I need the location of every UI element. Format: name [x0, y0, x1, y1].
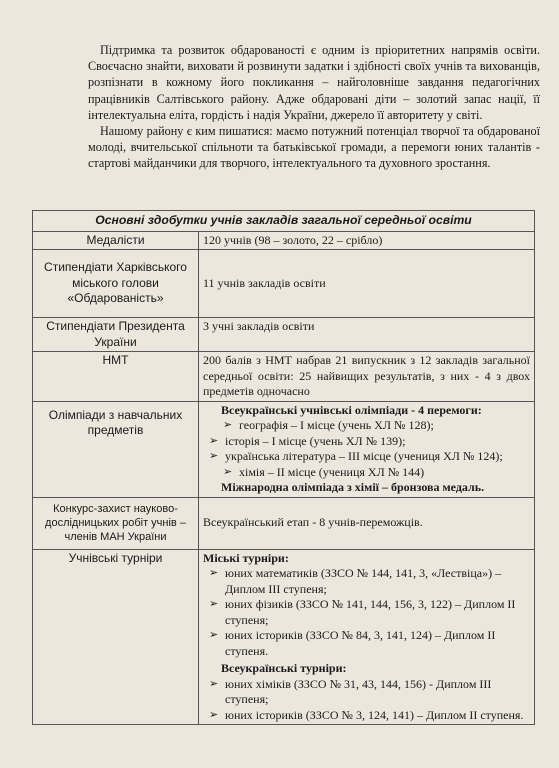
- row-value-tournaments: [199, 549, 535, 725]
- row-value-city-scholars: 11 учнів закладів освіти: [199, 250, 535, 318]
- row-label-man-contest: Конкурс-захист науково-дослідницьких робіт учнів – членів МАН України: [33, 497, 199, 549]
- city-tournaments-heading: Міські турніри:: [203, 550, 289, 565]
- intro-paragraph-1: Підтримка та розвиток обдарованості є одним із пріоритетних напрямів освіти. Своєчасно знайти, виховати й розвинути задатки і здібності своїх учнів та вихованців, розпізнати в кожному його покликання – найголовніше завдання педагогічних працівників Салтівського району. Адже обдаровані діти – золотий запас нації, її інтелектуальна еліта, гордість і надія України, джерело її авторитету у світі.: [88, 43, 540, 122]
- row-label-president-scholars: Стипендіати Президента України: [33, 318, 199, 352]
- arrow-bullet-icon: ➢: [209, 708, 219, 721]
- list-item: ➢ юних істориків (ЗЗСО № 84, 3, 141, 124) – Диплом ІІ ступеня.: [209, 628, 496, 658]
- row-label-nmt: НМТ: [33, 352, 199, 402]
- olympiads-footer: Міжнародна олімпіада з хімії – бронзова медаль.: [221, 480, 485, 494]
- intro-text: [88, 42, 540, 172]
- arrow-bullet-icon: ➢: [209, 434, 219, 447]
- achievements-table: [32, 210, 535, 725]
- olympiads-heading: Всеукраїнські учнівські олімпіади - 4 перемоги:: [221, 402, 482, 417]
- list-item: ➢ історія – І місце (учень ХЛ № 139);: [209, 433, 406, 448]
- list-item: ➢ юних фізиків (ЗЗСО № 141, 144, 156, 3, 122) – Диплом ІІ ступеня;: [209, 597, 516, 627]
- intro-paragraph-2: Нашому району є ким пишатися: маємо потужний потенціал творчої та обдарованої молоді, вчительської спільноти та батьківської громади, а перемоги юних талантів - стартові майданчики для творчого, інтелектуального та духовного зростання.: [88, 124, 540, 171]
- list-item: ➢ українська література – ІІІ місце (учениця ХЛ № 124);: [209, 449, 503, 463]
- table-row: [33, 497, 535, 549]
- table-row: [33, 401, 535, 497]
- table-row: [33, 318, 535, 352]
- list-item: ➢ юних математиків (ЗЗСО № 144, 141, 3, «Лествіца») – Диплом ІІІ ступеня;: [209, 566, 502, 596]
- row-label-city-scholars: Стипендіати Харківського міського голови «Обдарованість»: [33, 250, 199, 318]
- row-value-medalists: 120 учнів (98 – золото, 22 – срібло): [199, 231, 535, 250]
- olympiads-list: [203, 418, 530, 480]
- list-item: ➢ географія – І місце (учень ХЛ № 128);: [223, 418, 434, 432]
- arrow-bullet-icon: ➢: [223, 465, 233, 478]
- list-item: ➢ хімія – ІІ місце (учениця ХЛ № 144): [223, 464, 425, 479]
- row-label-tournaments: Учнівські турніри: [33, 549, 199, 725]
- list-item: ➢ юних істориків (ЗЗСО № 3, 124, 141) – Диплом ІІ ступеня.: [209, 707, 524, 722]
- arrow-bullet-icon: ➢: [209, 567, 219, 579]
- city-tournaments-list: [203, 566, 530, 659]
- arrow-bullet-icon: ➢: [209, 629, 219, 641]
- table-title: Основні здобутки учнів закладів загальної середньої освіти: [33, 211, 535, 232]
- table-row: [33, 549, 535, 725]
- row-label-olympiads: Олімпіади з навчальних предметів: [33, 401, 199, 497]
- arrow-bullet-icon: ➢: [209, 677, 219, 690]
- table-row: [33, 231, 535, 250]
- national-tournaments-list: [203, 677, 530, 724]
- arrow-bullet-icon: ➢: [209, 450, 219, 462]
- arrow-bullet-icon: ➢: [209, 598, 219, 610]
- row-value-olympiads: [199, 401, 535, 497]
- row-value-president-scholars: 3 учні закладів освіти: [199, 318, 535, 352]
- row-label-medalists: Медалісти: [33, 231, 199, 250]
- arrow-bullet-icon: ➢: [223, 419, 233, 431]
- table-row: [33, 352, 535, 402]
- row-value-nmt: 200 балів з НМТ набрав 21 випускник з 12 закладів загальної середньої освіти: 25 найвищих результатів, з них - 4 з двох предметів одночасно: [199, 352, 535, 402]
- national-tournaments-heading: Всеукраїнські турніри:: [221, 661, 347, 675]
- table-row: [33, 250, 535, 318]
- list-item: ➢ юних хіміків (ЗЗСО № 31, 43, 144, 156) - Диплом ІІІ ступеня;: [209, 676, 492, 706]
- row-value-man-contest: Всеукраїнський етап - 8 учнів-переможців.: [199, 497, 535, 549]
